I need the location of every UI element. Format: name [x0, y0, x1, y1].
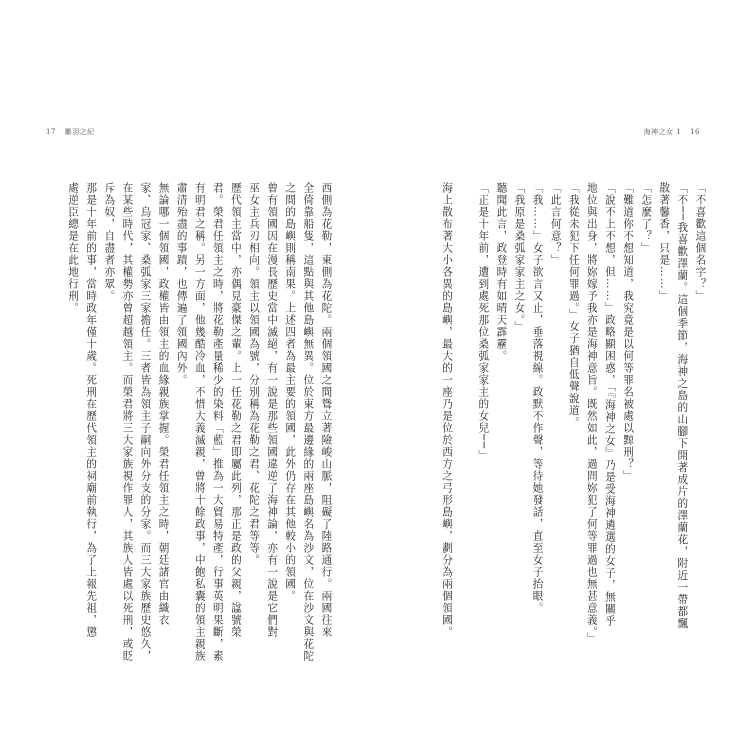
text-column: 無論哪一個領國，政權皆由領主的血緣親族掌握。榮君任領主之時，朝廷諸官由織衣 — [157, 182, 170, 626]
text-column: 海上散布著大小各異的島嶼，最大的一座乃是位於西方之弓形島嶼，劃分為兩個領國。 — [441, 182, 454, 638]
text-column: 「怎麼了？」 — [640, 182, 653, 254]
text-column: 「說不上不想，但……」政略顯困惑，「『海神之女』乃是受海神遴選的女子，無關乎 — [603, 182, 616, 628]
left-page-body-text — [64, 182, 335, 662]
text-column: 「我從未犯下任何罪過。」女子猶自低聲說道。 — [567, 182, 580, 429]
running-head: 海神之女 1 — [643, 128, 682, 136]
text-column: 家、烏冠家、桑弧家三家擔任。三者皆為領主子嗣向外分支的分家。而三大家族歷史悠久， — [139, 182, 152, 662]
text-column: 那是十年前的事，當時政年僅十歲。死刑在歷代領主的祠廟前執行，為了上報先祖，懲 — [85, 182, 98, 638]
text-column: 地位與出身，將妳嫁予我亦是海神意旨。既然如此，過問妳犯了何等罪過也無甚意義。」 — [585, 182, 598, 645]
text-column: 處逆臣總是在此地行刑。 — [67, 182, 80, 314]
text-column: 巫女主兵刃相向。領主以領國為號，分別稱為花勒之君、花陀之君等等。 — [248, 182, 261, 566]
text-column: 「我……」女子欲言又止，垂落視線。政默不作聲，等待她發話，直至女子抬眼。 — [531, 182, 544, 614]
text-column: 有明君之稱。另一方面，他幾酷冷血，不惜大義滅親，曾將十餘政事，中飽私囊的領主親族 — [193, 182, 206, 662]
left-page-header — [40, 127, 95, 137]
text-column: 聽聞此言，政登時有如晴天霹靂。 — [495, 182, 508, 362]
text-column: 「難道你不想知道，我究竟是以何等罪名被處以黥刑？」 — [622, 182, 635, 482]
text-column: 肅清殆盡的事蹟，也傳遍了領國內外。 — [175, 182, 188, 386]
text-column: 君。榮君任領主之時，將花勒產量稀少的染料「藍」推為一大貿易特產，行事英明果斷，素 — [211, 182, 224, 662]
text-column: 「正是十年前，遭到處死那位桑弧家家主的女兒──」 — [477, 182, 490, 462]
text-column: 曾有領國因在漫長歷史當中滅絕，有一說是那些領國違逆了海神論，亦有一說是它們對 — [266, 182, 279, 638]
text-column: 「不喜歡這個名字？」 — [694, 182, 707, 302]
running-head: 雛羽之紀 — [64, 128, 95, 136]
right-page-body-text — [438, 182, 709, 645]
text-column: 全倚靠船隻，這點與其他島嶼無異。位於東方最邊緣的兩座島嶼名為沙文，位在沙文與花陀 — [302, 182, 315, 662]
text-column: 「我原是桑弧家家主之女。」 — [513, 182, 526, 333]
text-column: 歷代領主當中，亦偶見豪傑之輩。上一任花勒之君即屬此列，那正是政的父親，諡號榮 — [229, 182, 242, 638]
text-column: 散著馨香，只是……」 — [658, 182, 671, 302]
text-column — [456, 182, 474, 582]
text-column: 「此言何意？」 — [549, 182, 562, 266]
text-column: 「不──我喜歡澤蘭。這個季節，海神之島的山腳下開著成片的澤蘭花，附近一帶都飄 — [676, 182, 689, 630]
page-number: 17 — [46, 128, 56, 136]
text-column: 斥為奴，自盡者亦眾。 — [103, 182, 116, 302]
text-column: 在某些時代，其權勢亦曾超越領主。而榮君將三大家族視作罪人，其族人皆處以死刑，或貶 — [121, 182, 134, 662]
text-column: 之間的島嶼則稱南果。上述四者為最主要的領國，此外仍存在其他較小的領國。 — [284, 182, 297, 602]
page-number: 16 — [690, 128, 700, 136]
right-page — [375, 0, 750, 750]
right-page-header — [644, 127, 706, 137]
text-column: 西側為花勒，東側為花陀。兩個領國之間聳立著險峻山脈，阻礙了陸路通行。兩國往來 — [320, 182, 333, 638]
